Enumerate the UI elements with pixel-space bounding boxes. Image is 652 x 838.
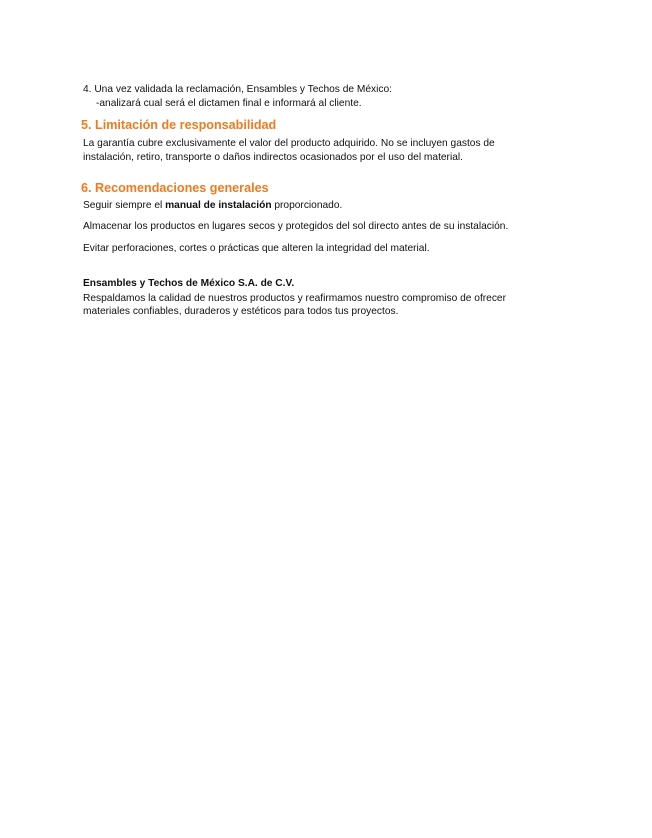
recommendation-1 (83, 198, 342, 213)
installation-manual-emphasis: manual de instalación (165, 200, 272, 211)
section-5-line2: instalación, retiro, transporte o daños indirectos ocasionados por el uso del material. (83, 152, 463, 163)
recommendation-3: Evitar perforaciones, cortes o prácticas que alteren la integridad del material. (83, 243, 430, 254)
recommendation-2: Almacenar los productos en lugares secos y protegidos del sol directo antes de su instalación. (83, 221, 509, 232)
list-item-4-line2: -analizará cual será el dictamen final e informará al cliente. (96, 98, 362, 109)
section-5-heading: 5. Limitación de responsabilidad (81, 118, 277, 132)
closing-line1: Respaldamos la calidad de nuestros productos y reafirmamos nuestro compromiso de ofrecer (83, 293, 506, 304)
list-item-4-line1: 4. Una vez validada la reclamación, Ensambles y Techos de México: (83, 84, 392, 95)
company-name: Ensambles y Techos de México S.A. de C.V. (83, 278, 295, 289)
section-6-heading: 6. Recomendaciones generales (81, 181, 269, 195)
section-5-line1: La garantía cubre exclusivamente el valor del producto adquirido. No se incluyen gastos de (83, 138, 495, 149)
recommendation-1-prefix: Seguir siempre el (83, 200, 166, 211)
closing-line2: materiales confiables, duraderos y estéticos para todos tus proyectos. (83, 306, 399, 317)
recommendation-1-suffix: proporcionado. (271, 200, 343, 211)
